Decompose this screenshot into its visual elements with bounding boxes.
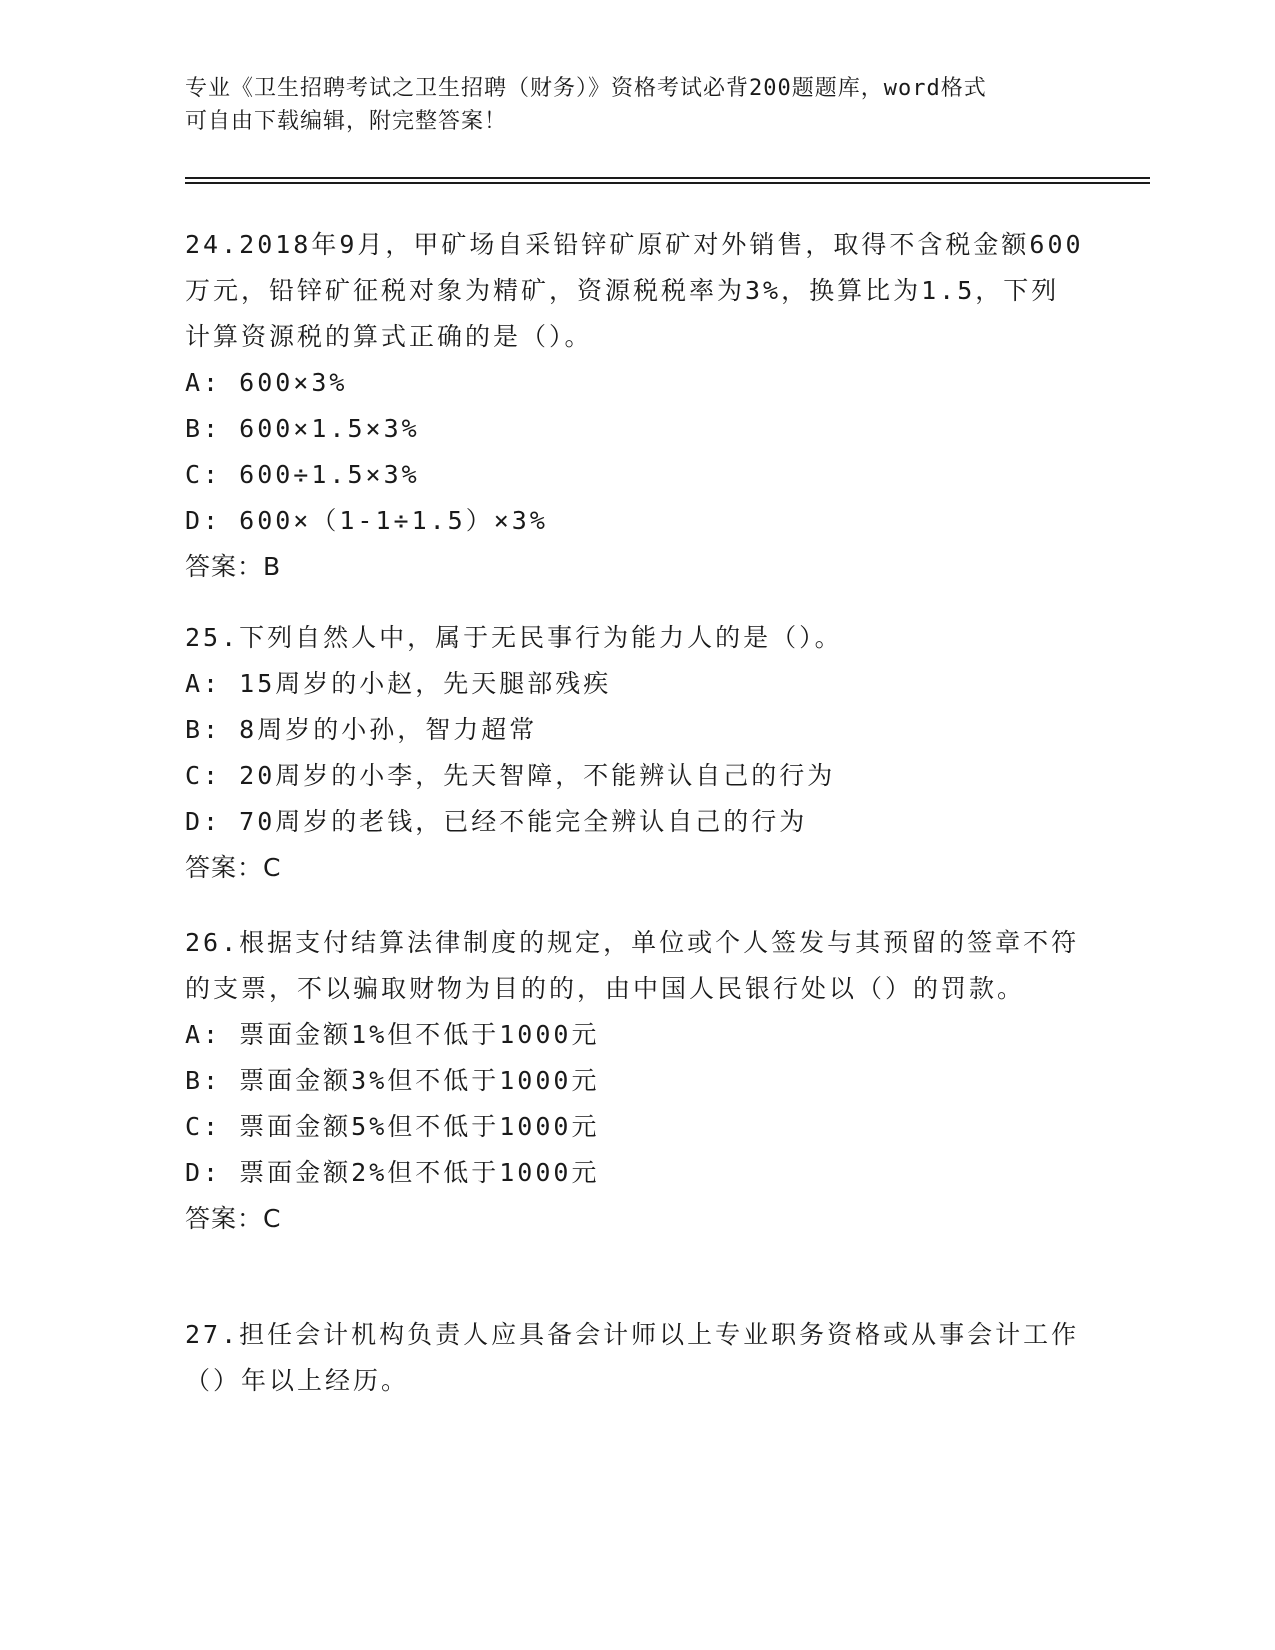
question-stem: 25.下列自然人中，属于无民事行为能力人的是（）。 (185, 623, 843, 652)
option-a: A: 600×3% (185, 368, 348, 397)
question-stem: 24.2018年9月，甲矿场自采铅锌矿原矿对外销售，取得不含税金额600万元，铅锌矿征税对象为精矿，资源税税率为3%，换算比为1.5，下列计算资源税的算式正确的是（）。 (185, 230, 1084, 351)
question-27 (185, 1312, 1085, 1404)
option-a: A: 票面金额1%但不低于1000元 (185, 1020, 600, 1049)
question-25 (185, 615, 1085, 891)
question-24 (185, 222, 1085, 590)
answer: 答案：C (185, 853, 282, 882)
option-c: C: 20周岁的小李，先天智障，不能辨认自己的行为 (185, 761, 836, 790)
option-b: B: 票面金额3%但不低于1000元 (185, 1066, 600, 1095)
question-26 (185, 920, 1085, 1242)
document-header (185, 72, 1085, 138)
header-line-2: 可自由下载编辑，附完整答案！ (185, 109, 508, 134)
option-d: D: 票面金额2%但不低于1000元 (185, 1158, 600, 1187)
answer: 答案：C (185, 1204, 282, 1233)
option-c: C: 票面金额5%但不低于1000元 (185, 1112, 600, 1141)
option-b: B: 8周岁的小孙，智力超常 (185, 715, 538, 744)
question-stem: 27.担任会计机构负责人应具备会计师以上专业职务资格或从事会计工作（）年以上经历。 (185, 1320, 1080, 1395)
option-d: D: 600×（1-1÷1.5）×3% (185, 506, 548, 535)
header-divider-bottom (185, 182, 1150, 184)
question-stem: 26.根据支付结算法律制度的规定，单位或个人签发与其预留的签章不符的支票，不以骗取财物为目的的，由中国人民银行处以（）的罚款。 (185, 928, 1080, 1003)
option-b: B: 600×1.5×3% (185, 414, 420, 443)
option-a: A: 15周岁的小赵，先天腿部残疾 (185, 669, 612, 698)
header-line-1: 专业《卫生招聘考试之卫生招聘（财务）》资格考试必背200题题库，word格式 (185, 76, 987, 101)
option-c: C: 600÷1.5×3% (185, 460, 420, 489)
header-divider-top (185, 177, 1150, 179)
option-d: D: 70周岁的老钱，已经不能完全辨认自己的行为 (185, 807, 808, 836)
answer: 答案：B (185, 552, 282, 581)
